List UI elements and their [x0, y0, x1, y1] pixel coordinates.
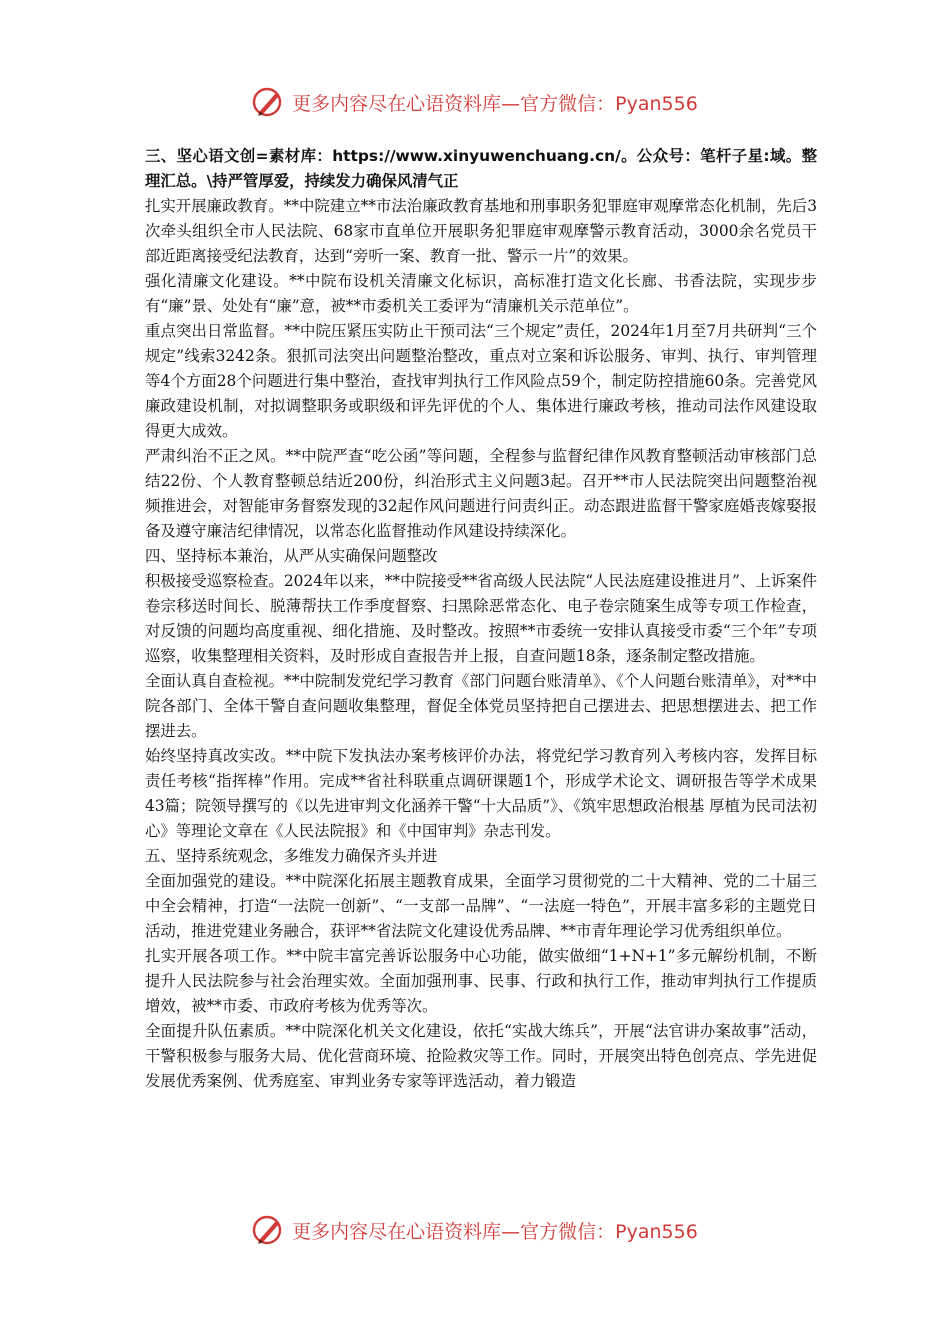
paragraph: 强化清廉文化建设。**中院布设机关清廉文化标识，高标准打造文化长廊、书香法院，实现步步有“廉”景、处处有“廉”意，被**市委机关工委评为“清廉机关示范单位”。	[145, 272, 817, 315]
paragraph: 重点突出日常监督。**中院压紧压实防止干预司法“三个规定”责任，2024年1月至7月共研判“三个规定”线索3242条。狠抓司法突出问题整治整改，重点对立案和诉讼服务、审判、执行、审判管理等4个方面28个问题进行集中整治，查找审判执行工作风险点59个，制定防控措施60条。完善党风廉政建设机制，对拟调整职务或职级和评先评优的个人、集体进行廉政考核，推动司法作风建设取得更大成效。	[145, 322, 817, 440]
paragraph: 全面提升队伍素质。**中院深化机关文化建设，依托“实战大练兵”，开展“法官讲办案故事”活动，干警积极参与服务大局、优化营商环境、抢险救灾等工作。同时，开展突出特色创亮点、学先进促发展优秀案例、优秀庭室、审判业务专家等评选活动，着力锻造	[145, 1022, 817, 1090]
paragraph: 全面加强党的建设。**中院深化拓展主题教育成果，全面学习贯彻党的二十大精神、党的二十届三中全会精神，打造“一法院一创新”、“一支部一品牌”、“一法庭一特色”，开展丰富多彩的主题党日活动，推进党建业务融合，获评**省法院文化建设优秀品牌、**市青年理论学习优秀组织单位。	[145, 872, 817, 940]
paragraph: 积极接受巡察检查。2024年以来，**中院接受**省高级人民法院“人民法庭建设推进月”、上诉案件卷宗移送时间长、脱薄帮扶工作季度督察、扫黑除恶常态化、电子卷宗随案生成等专项工作检查，对反馈的问题均高度重视、细化措施、及时整改。按照**市委统一安排认真接受市委“三个年”专项巡察，收集整理相关资料，及时形成自查报告并上报，自查问题18条，逐条制定整改措施。	[145, 572, 817, 665]
footer-watermark-text: 更多内容尽在心语资料库—官方微信：Pyan556	[292, 1220, 698, 1243]
paragraph: 扎实开展各项工作。**中院丰富完善诉讼服务中心功能，做实做细“1+N+1”多元解纷机制，不断提升人民法院参与社会治理实效。全面加强刑事、民事、行政和执行工作，推动审判执行工作提质增效，被**市委、市政府考核为优秀等次。	[145, 947, 817, 1015]
section-heading-3: 三、坚心语文创=素材库：https://www.xinyuwenchuang.cn/。公众号：笔杆子星:域。整理汇总。\持严管厚爱，持续发力确保风清气正	[145, 147, 817, 190]
pen-logo-icon	[252, 85, 286, 119]
header-watermark-text: 更多内容尽在心语资料库—官方微信：Pyan556	[292, 92, 698, 115]
section-heading-5: 五、坚持系统观念，多维发力确保齐头并进	[145, 847, 438, 865]
footer-watermark-banner	[0, 1210, 950, 1250]
document-body	[145, 144, 817, 1094]
paragraph: 扎实开展廉政教育。**中院建立**市法治廉政教育基地和刑事职务犯罪庭审观摩常态化机制，先后3次牵头组织全市人民法院、68家市直单位开展职务犯罪庭审观摩警示教育活动，3000余名党员干部近距离接受纪法教育，达到“旁听一案、教育一批、警示一片”的效果。	[145, 197, 817, 265]
section-heading-4: 四、坚持标本兼治，从严从实确保问题整改	[145, 547, 438, 565]
pen-logo-icon	[252, 1213, 286, 1247]
paragraph: 始终坚持真改实改。**中院下发执法办案考核评价办法，将党纪学习教育列入考核内容，发挥目标责任考核“指挥棒”作用。完成**省社科联重点调研课题1个，形成学术论文、调研报告等学术成果43篇；院领导撰写的《以先进审判文化涵养干警“十大品质”》、《筑牢思想政治根基 厚植为民司法初心》等理论文章在《人民法院报》和《中国审判》杂志刊发。	[145, 747, 817, 840]
paragraph: 严肃纠治不正之风。**中院严查“吃公函”等问题，全程参与监督纪律作风教育整顿活动审核部门总结22份、个人教育整顿总结近200份，纠治形式主义问题3起。召开**市人民法院突出问题整治视频推进会，对智能审务督察发现的32起作风问题进行问责纠正。动态跟进监督干警家庭婚丧嫁娶报备及遵守廉洁纪律情况，以常态化监督推动作风建设持续深化。	[145, 447, 817, 540]
header-watermark-banner	[0, 82, 950, 122]
paragraph: 全面认真自查检视。**中院制发党纪学习教育《部门问题台账清单》、《个人问题台账清单》，对**中院各部门、全体干警自查问题收集整理，督促全体党员坚持把自己摆进去、把思想摆进去、把工作摆进去。	[145, 672, 817, 740]
